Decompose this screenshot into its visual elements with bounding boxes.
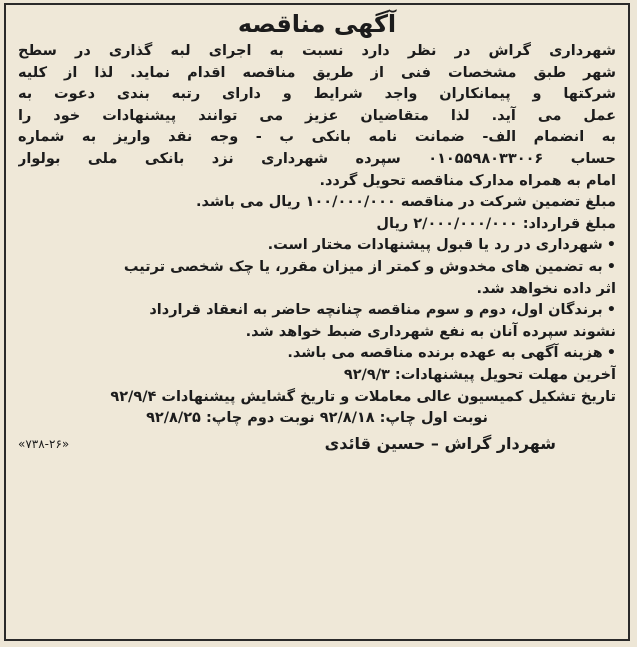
bullet-text: هزینه آگهی به عهده برنده مناقصه می باشد. — [287, 345, 603, 362]
commission-line: تاریخ تشکیل کمیسیون عالی معاملات و تاریخ گشایش پیشنهادات ۹۲/۹/۴ — [110, 388, 616, 405]
bullet-dot-icon: • — [606, 237, 616, 254]
bullet-item — [18, 235, 616, 257]
bullet-text: برندگان اول، دوم و سوم مناقصه چنانچه حاضر به انعقاد قرارداد — [149, 302, 603, 319]
bullet-continuation: اثر داده نخواهد شد. — [476, 280, 616, 297]
body-line: شرکتها و پیمانکاران واجد شرایط و دارای رتبه بندی دعوت به — [18, 86, 616, 103]
bullet-text: به تضمین های مخدوش و کمتر از میزان مقرر، یا چک شخصی ترتیب — [123, 258, 603, 275]
deadline-line: آخرین مهلت تحویل پیشنهادات: ۹۲/۹/۳ — [343, 366, 616, 383]
bullet-item — [18, 300, 616, 322]
bullet-continuation: نشوند سپرده آنان به نفع شهرداری ضبط خواهد شد. — [245, 323, 616, 340]
print-dates-line: نوبت اول چاپ: ۹۲/۸/۱۸ نوبت دوم چاپ: ۹۲/۸/۲۵ — [146, 410, 488, 427]
notice-title: آگهی مناقصه — [237, 10, 397, 38]
body-line: به انضمام الف- ضمانت نامه بانکی ب - وجه نقد واریز به شماره — [18, 129, 616, 146]
signature: شهردار گراش – حسین قائدی — [324, 433, 556, 453]
bullet-dot-icon: • — [606, 345, 616, 362]
body-line: حساب ۰۱۰۵۵۹۸۰۳۳۰۰۶ سپرده شهرداری نزد بانکی ملی بولوار — [18, 150, 616, 167]
notice-code: «۷۳۸-۲۶» — [18, 436, 70, 451]
bullet-text: شهرداری در رد یا قبول پیشنهادات مختار است. — [267, 237, 603, 254]
bullet-item — [18, 257, 616, 279]
notice-frame — [4, 3, 630, 641]
contract-amount: مبلغ قرارداد: ۲/۰۰۰/۰۰۰/۰۰۰ ریال — [376, 215, 616, 232]
bullet-dot-icon: • — [606, 302, 616, 319]
body-line: شهر طبق مشخصات فنی از طریق مناقصه اقدام نماید. لذا از کلیه — [18, 64, 616, 81]
body-line: شهرداری گراش در نظر دارد نسبت به اجرای لبه گذاری در سطح — [18, 43, 616, 59]
deposit-amount: مبلغ تضمین شرکت در مناقصه ۱۰۰/۰۰۰/۰۰۰ ریال می باشد. — [195, 194, 616, 211]
bullet-item — [18, 343, 616, 365]
body-line: امام به همراه مدارک مناقصه تحویل گردد. — [319, 172, 616, 189]
signature-row — [18, 432, 616, 456]
bullet-dot-icon: • — [606, 258, 616, 275]
notice-content — [18, 7, 616, 637]
body-line: عمل می آید. لذا متقاضیان عزیز می توانند پیشنهادات خود را — [18, 107, 616, 124]
